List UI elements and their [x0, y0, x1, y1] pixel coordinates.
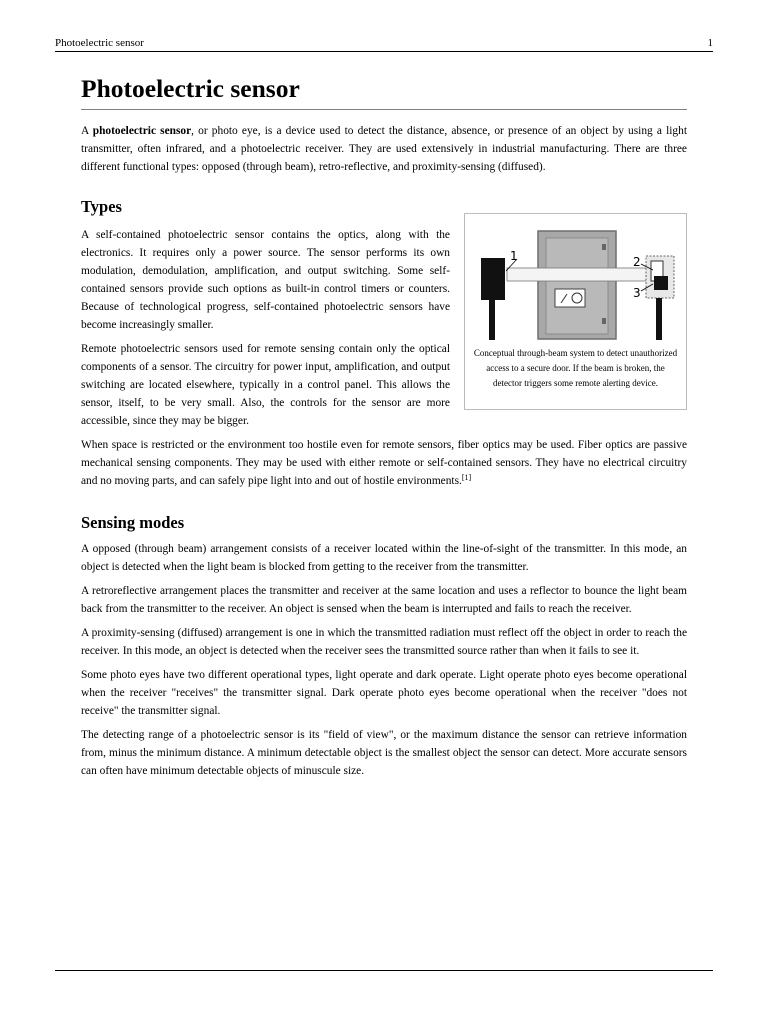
door-dial	[572, 293, 582, 303]
callout-label-2: 2	[633, 255, 641, 269]
page-title: Photoelectric sensor	[81, 72, 687, 110]
types-heading: Types	[81, 197, 122, 216]
running-header	[55, 37, 713, 52]
sensing-paragraph-2: A retroreflective arrangement places the transmitter and receiver at the same location and uses a reflector to bounce the light beam back from the transmitter to the receiver. An object is sensed when the beam is interrupted and fails to reach the receiver.	[81, 585, 687, 615]
transmitter-post	[489, 300, 495, 340]
types-paragraph-2: Remote photoelectric sensors used for remote sensing contain only the optical components of a sensor. The circuitry for power input, amplification, and output switching are located elsewhere, typically in a control panel. This allows the sensor, itself, to be very small. Also, the controls for the sensor are more accessible, since they may be bigger.	[81, 343, 450, 427]
light-beam	[507, 268, 657, 281]
intro-paragraph	[81, 122, 687, 176]
figure-caption: Conceptual through-beam system to detect unauthorized access to a secure door. If the beam is broken, the detector triggers some remote alerting device.	[473, 348, 678, 388]
sensing-modes-heading: Sensing modes	[81, 513, 185, 532]
intro-lead: A	[81, 125, 93, 137]
sensing-paragraph-5: The detecting range of a photoelectric sensor is its "field of view", or the maximum distance the sensor can retrieve information from, minus the minimum distance. A minimum detectable object is the smallest object the sensor can detect. More accurate sensors can often have minimum detectable objects of minuscule size.	[81, 729, 687, 777]
through-beam-diagram	[465, 214, 686, 344]
door-hinge-bottom	[602, 318, 606, 324]
sensing-paragraph-3: A proximity-sensing (diffused) arrangement is one in which the transmitted radiation must reflect off the object in order to reach the receiver. In this mode, an object is detected when the receiver sees the transmitted source rather than when it fails to see it.	[81, 627, 687, 657]
footer-divider	[55, 970, 713, 971]
callout-label-1: 1	[510, 249, 518, 263]
sensing-paragraph-1: A opposed (through beam) arrangement consists of a receiver located within the line-of-sight of the transmitter. In this mode, an object is detected when the light beam is blocked from getting to the receiver from the transmitter.	[81, 543, 687, 573]
types-paragraph-3-text: When space is restricted or the environment too hostile even for remote sensors, fiber optics may be used. Fiber optics are passive mechanical sensing components. They may be used with either remote or self-contained sensors. They have no electrical circuitry and no moving parts, and can safely pipe light into and out of hostile environments.	[81, 439, 687, 487]
door-panel	[546, 238, 608, 334]
page-number: 1	[707, 37, 713, 49]
receiver-post	[656, 298, 662, 340]
running-title: Photoelectric sensor	[55, 37, 144, 49]
intro-text: , or photo eye, is a device used to detect the distance, absence, or presence of an object by using a light transmitter, often infrared, and a photoelectric receiver. They are used extensively in industrial manufacturing. There are three different functional types: opposed (through beam), retro-reflective, and proximity-sensing (diffused).	[81, 125, 687, 173]
door-hinge-top	[602, 244, 606, 250]
intro-term: photoelectric sensor	[92, 125, 192, 137]
types-paragraph-3	[81, 436, 687, 490]
article-body	[81, 72, 687, 786]
citation-link[interactable]: [1]	[461, 473, 472, 482]
types-paragraph-1: A self-contained photoelectric sensor contains the optics, along with the electronics. It requires only a power source. The sensor performs its own modulation, demodulation, amplification, and output switching. Some self-contained sensors provide such options as built-in control timers or counters. Because of technological progress, self-contained photoelectric sensors have become increasingly smaller.	[81, 229, 450, 331]
transmitter-icon	[481, 258, 505, 300]
receiver-icon	[654, 276, 668, 290]
callout-label-3: 3	[633, 286, 641, 300]
sensing-paragraph-4: Some photo eyes have two different operational types, light operate and dark operate. Light operate photo eyes become operational when the receiver "receives" the transmitter signal. Dark operate photo eyes become operational when the receiver "does not receive" the transmitter signal.	[81, 669, 687, 717]
figure-through-beam	[464, 213, 687, 410]
